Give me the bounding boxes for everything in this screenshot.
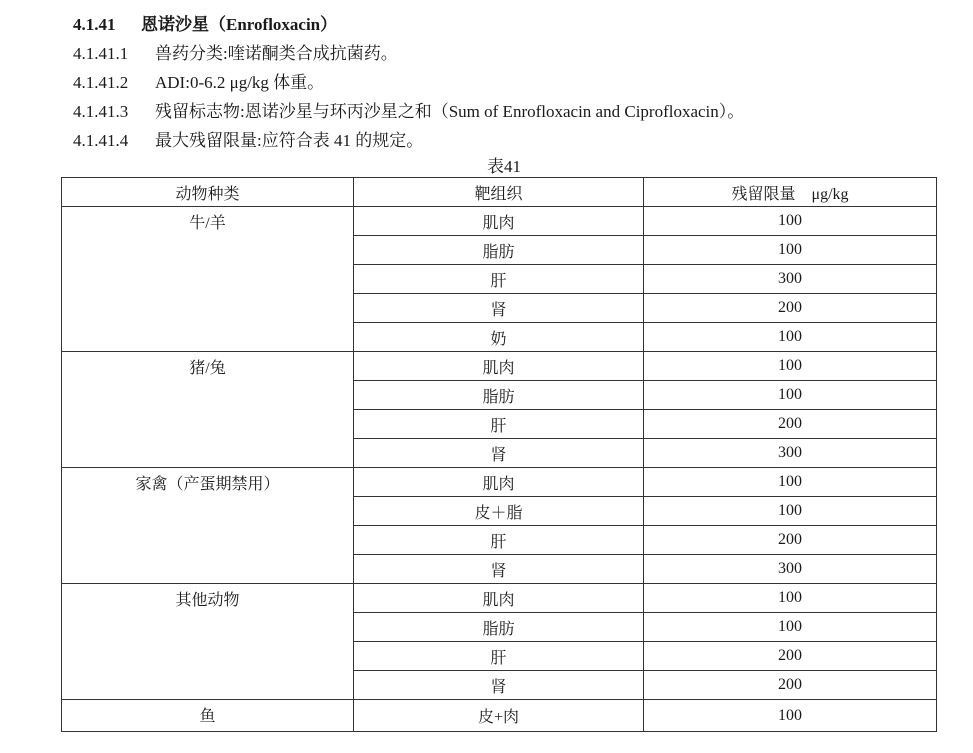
tissue-cell: 脂肪 bbox=[354, 613, 644, 642]
section-number: 4.1.41 bbox=[73, 15, 116, 34]
animal-cell: 猪/兔 bbox=[62, 352, 354, 468]
section-heading bbox=[73, 10, 337, 35]
tissue-cell: 奶 bbox=[354, 323, 644, 352]
tissue-cell: 脂肪 bbox=[354, 236, 644, 265]
subsection-number: 4.1.41.4 bbox=[73, 131, 129, 150]
tissue-cell: 肾 bbox=[354, 439, 644, 468]
tissue-cell: 肾 bbox=[354, 555, 644, 584]
tissue-cell: 肌肉 bbox=[354, 207, 644, 236]
table-caption: 表41 bbox=[487, 157, 521, 176]
subsection-adi bbox=[73, 68, 324, 93]
tissue-cell: 肾 bbox=[354, 671, 644, 700]
tissue-cell: 肌肉 bbox=[354, 352, 644, 381]
tissue-cell: 肌肉 bbox=[354, 468, 644, 497]
header-residue-limit: 残留限量 μg/kg bbox=[644, 178, 937, 207]
tissue-cell: 肌肉 bbox=[354, 584, 644, 613]
limit-cell: 100 bbox=[644, 700, 937, 732]
subsection-classification bbox=[73, 39, 398, 64]
limit-cell: 200 bbox=[644, 294, 937, 323]
limit-cell: 100 bbox=[644, 613, 937, 642]
animal-cell: 其他动物 bbox=[62, 584, 354, 700]
residue-limit-table bbox=[61, 177, 937, 732]
header-target-tissue: 靶组织 bbox=[354, 178, 644, 207]
animal-cell: 鱼 bbox=[62, 700, 354, 732]
subsection-number: 4.1.41.3 bbox=[73, 102, 129, 121]
tissue-cell: 肝 bbox=[354, 642, 644, 671]
header-animal-species: 动物种类 bbox=[62, 178, 354, 207]
limit-cell: 100 bbox=[644, 323, 937, 352]
table-row bbox=[62, 468, 937, 497]
tissue-cell: 肝 bbox=[354, 265, 644, 294]
table-row bbox=[62, 352, 937, 381]
tissue-cell: 皮＋脂 bbox=[354, 497, 644, 526]
subsection-number: 4.1.41.2 bbox=[73, 73, 129, 92]
tissue-cell: 肾 bbox=[354, 294, 644, 323]
subsection-number: 4.1.41.1 bbox=[73, 44, 129, 63]
limit-cell: 100 bbox=[644, 352, 937, 381]
subsection-text: 最大残留限量:应符合表 41 的规定。 bbox=[155, 131, 424, 150]
subsection-text: 残留标志物:恩诺沙星与环丙沙星之和（Sum of Enrofloxacin and Ciprofloxacin）。 bbox=[155, 102, 745, 121]
animal-cell: 牛/羊 bbox=[62, 207, 354, 352]
limit-cell: 300 bbox=[644, 439, 937, 468]
limit-cell: 100 bbox=[644, 497, 937, 526]
tissue-cell: 皮+肉 bbox=[354, 700, 644, 732]
section-title: 恩诺沙星（Enrofloxacin） bbox=[141, 15, 338, 34]
limit-cell: 200 bbox=[644, 526, 937, 555]
table-row bbox=[62, 207, 937, 236]
limit-cell: 200 bbox=[644, 410, 937, 439]
subsection-text: 兽药分类:喹诺酮类合成抗菌药。 bbox=[155, 44, 398, 63]
subsection-marker-residue bbox=[73, 97, 744, 122]
limit-cell: 300 bbox=[644, 265, 937, 294]
limit-cell: 200 bbox=[644, 671, 937, 700]
subsection-mrl bbox=[73, 126, 423, 151]
table-header-row bbox=[62, 178, 937, 207]
limit-cell: 100 bbox=[644, 584, 937, 613]
table-row bbox=[62, 700, 937, 732]
limit-cell: 100 bbox=[644, 468, 937, 497]
tissue-cell: 肝 bbox=[354, 526, 644, 555]
subsection-text: ADI:0-6.2 μg/kg 体重。 bbox=[155, 73, 325, 92]
tissue-cell: 肝 bbox=[354, 410, 644, 439]
limit-cell: 300 bbox=[644, 555, 937, 584]
limit-cell: 100 bbox=[644, 236, 937, 265]
animal-cell: 家禽（产蛋期禁用） bbox=[62, 468, 354, 584]
table-row bbox=[62, 584, 937, 613]
tissue-cell: 脂肪 bbox=[354, 381, 644, 410]
limit-cell: 100 bbox=[644, 381, 937, 410]
limit-cell: 100 bbox=[644, 207, 937, 236]
limit-cell: 200 bbox=[644, 642, 937, 671]
